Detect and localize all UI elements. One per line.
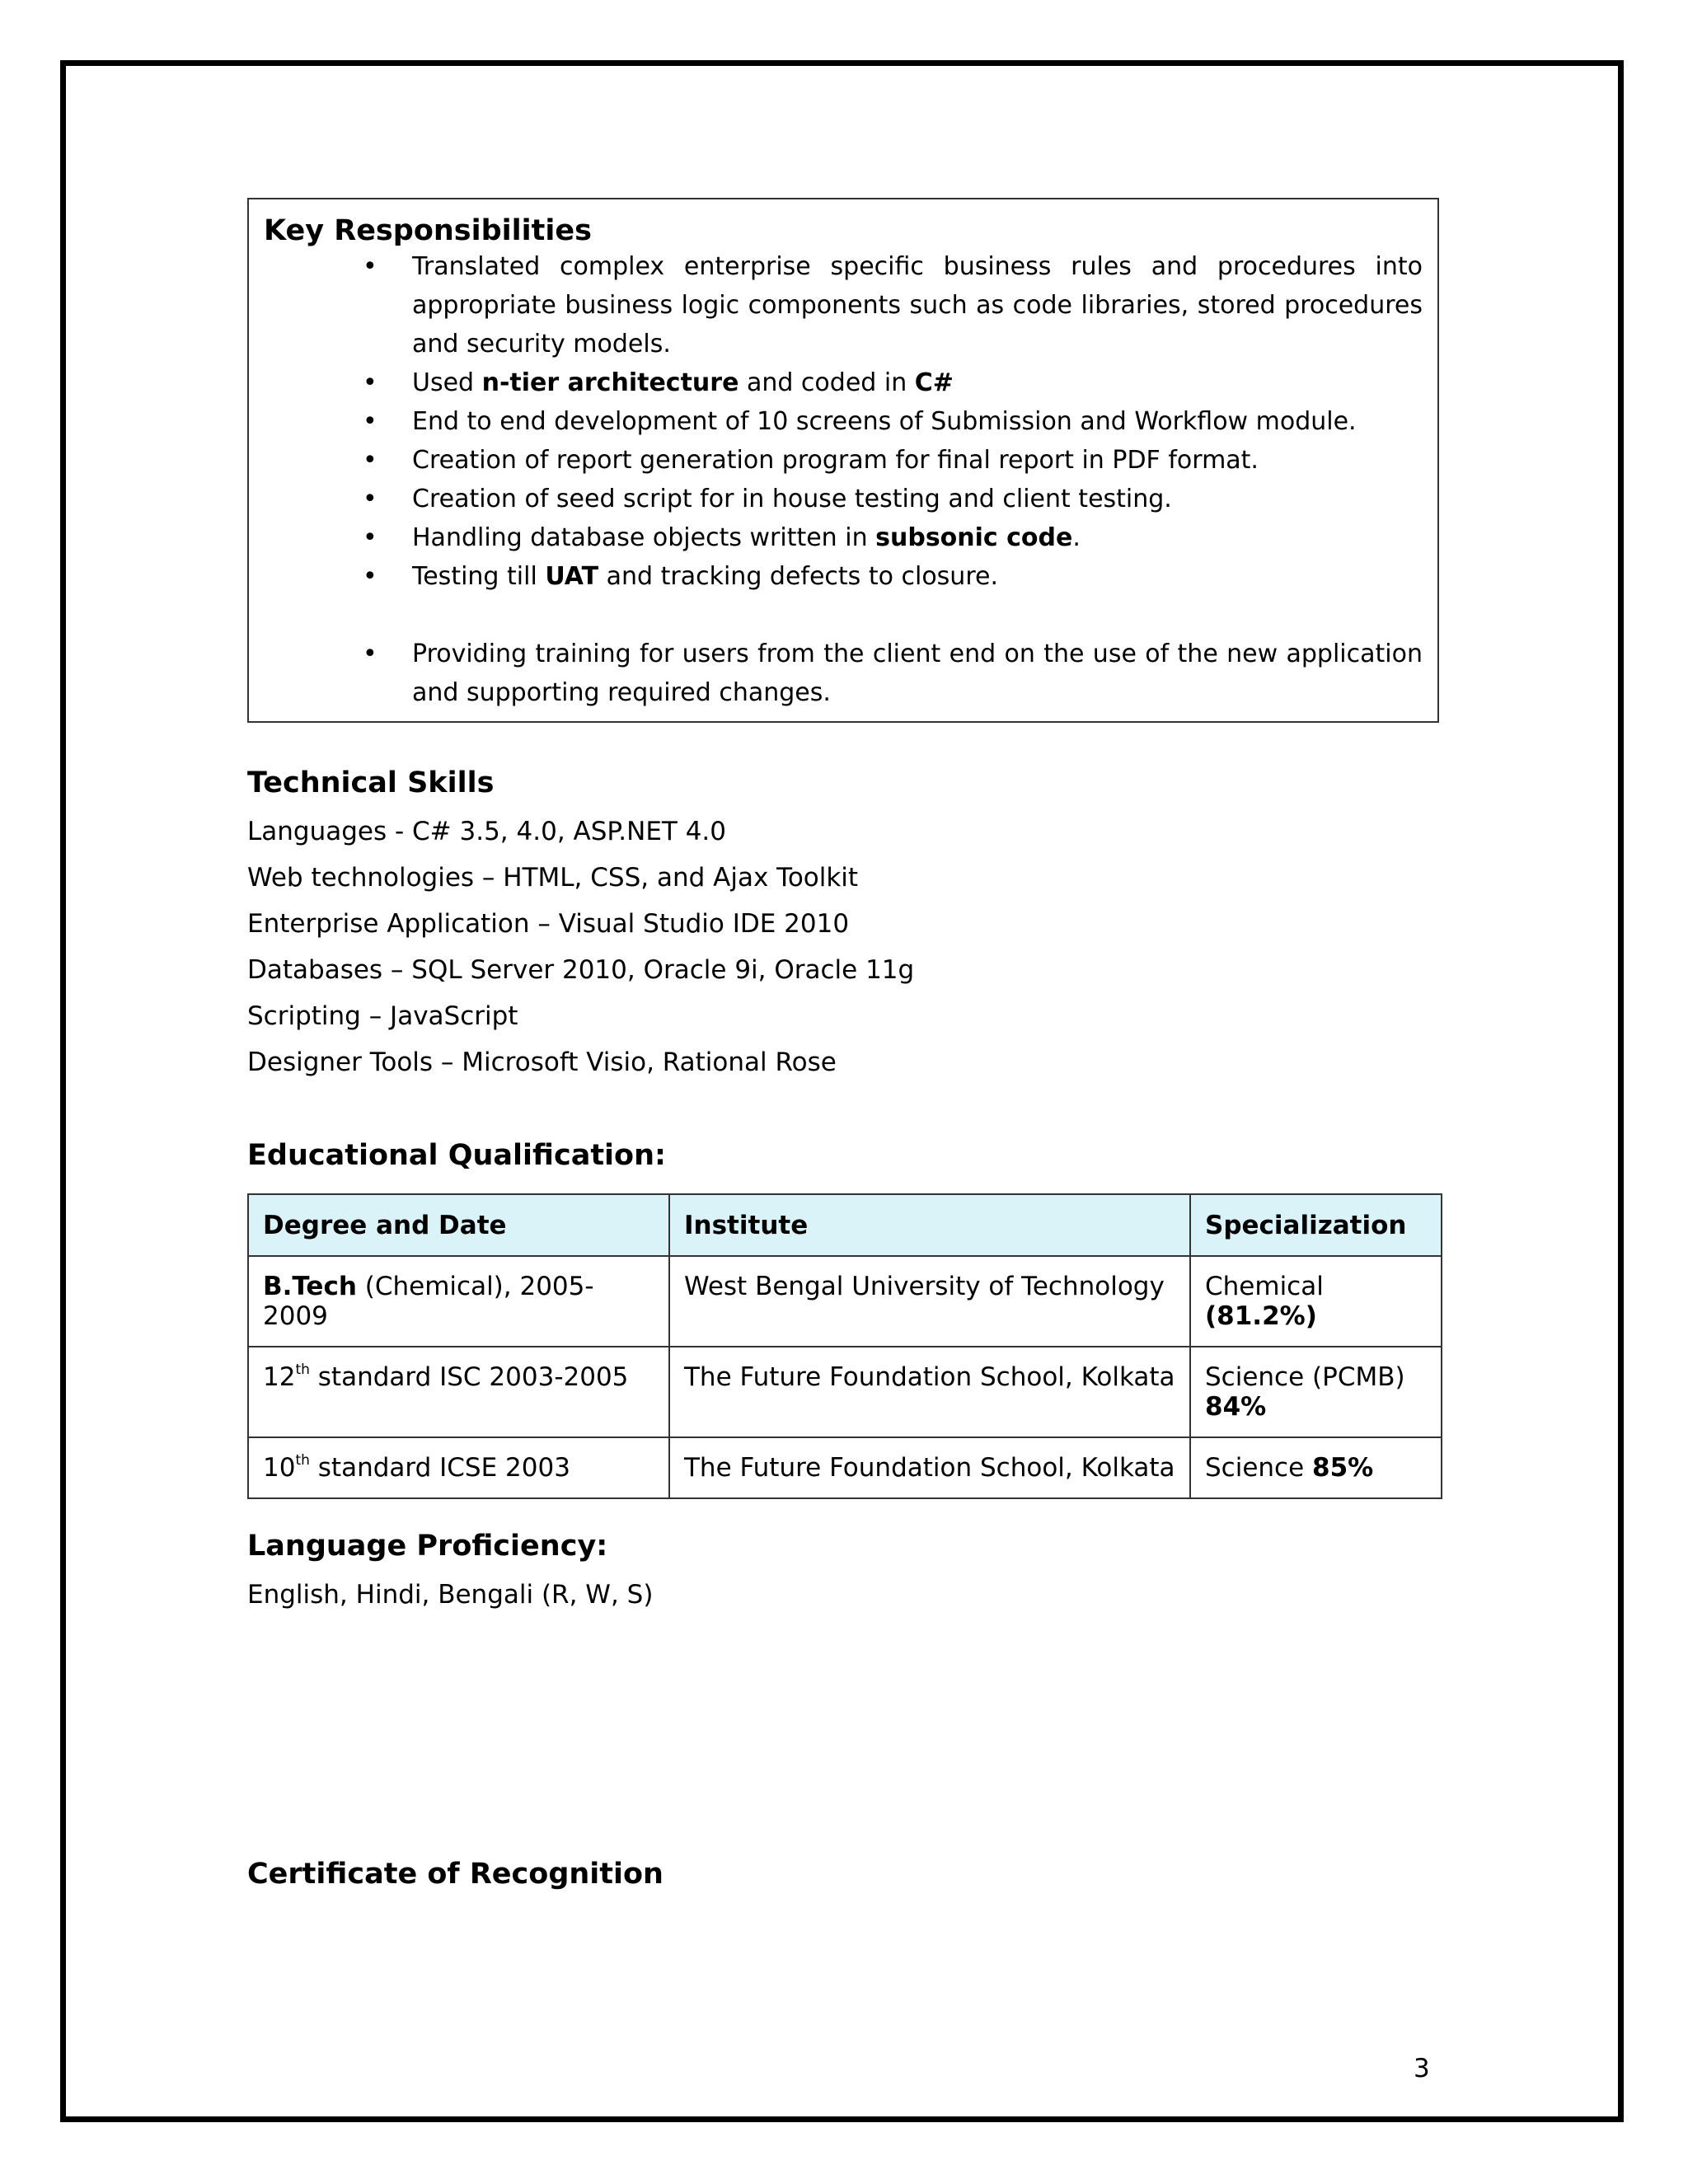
bullet-icon: • bbox=[363, 407, 377, 436]
degree-cell bbox=[248, 1347, 669, 1437]
language-heading: Language Proficiency: bbox=[247, 1530, 608, 1563]
responsibility-text: End to end development of 10 screens of Submission and Workflow module. bbox=[412, 407, 1357, 436]
specialization-cell bbox=[1190, 1437, 1442, 1498]
degree-cell bbox=[248, 1256, 669, 1347]
bullet-icon: • bbox=[363, 252, 377, 281]
skill-line: Web technologies – HTML, CSS, and Ajax Toolkit bbox=[247, 863, 859, 893]
skill-line: Languages - C# 3.5, 4.0, ASP.NET 4.0 bbox=[247, 817, 726, 846]
skill-line: Databases – SQL Server 2010, Oracle 9i, Oracle 11g bbox=[247, 955, 915, 985]
technical-skills-heading: Technical Skills bbox=[247, 766, 495, 799]
degree-ordinal: th bbox=[295, 1452, 310, 1469]
list-item bbox=[249, 635, 1437, 712]
responsibility-text: Translated complex enterprise specific business rules and procedures into appropriate business logic components such as code libraries, stored procedures and security models. bbox=[412, 252, 1423, 359]
degree-number: 10 bbox=[263, 1453, 296, 1483]
list-item bbox=[249, 247, 1437, 363]
column-header-specialization: Specialization bbox=[1190, 1194, 1442, 1256]
bullet-icon: • bbox=[363, 368, 377, 397]
bullet-icon: • bbox=[363, 485, 377, 513]
specialization-cell bbox=[1190, 1347, 1442, 1437]
responsibility-text: Providing training for users from the client end on the use of the new application and supporting required changes. bbox=[412, 640, 1423, 707]
responsibility-text: Creation of report generation program for final report in PDF format. bbox=[412, 446, 1259, 475]
table-row bbox=[248, 1256, 1442, 1347]
degree-number: 12 bbox=[263, 1362, 296, 1392]
responsibility-bold-text: C# bbox=[914, 368, 954, 397]
degree-text: standard ISC 2003-2005 bbox=[309, 1362, 629, 1392]
specialization-score: 85% bbox=[1312, 1453, 1374, 1483]
language-text: English, Hindi, Bengali (R, W, S) bbox=[247, 1580, 654, 1610]
responsibility-bold-text: UAT bbox=[545, 562, 599, 591]
list-item bbox=[249, 363, 1437, 402]
bullet-icon: • bbox=[363, 446, 377, 475]
institute-cell: West Bengal University of Technology bbox=[669, 1256, 1190, 1347]
responsibility-text: and tracking defects to closure. bbox=[598, 562, 998, 591]
page-number: 3 bbox=[1414, 2054, 1430, 2083]
skill-line: Designer Tools – Microsoft Visio, Rational Rose bbox=[247, 1047, 837, 1077]
institute-cell: The Future Foundation School, Kolkata bbox=[669, 1437, 1190, 1498]
education-heading: Educational Qualification: bbox=[247, 1139, 667, 1172]
specialization-text: Science bbox=[1205, 1453, 1313, 1483]
key-responsibilities-box bbox=[247, 198, 1439, 723]
responsibility-text: and coded in bbox=[738, 368, 915, 397]
degree-cell bbox=[248, 1437, 669, 1498]
specialization-text: Science (PCMB) bbox=[1205, 1362, 1405, 1392]
degree-bold: B.Tech bbox=[263, 1272, 357, 1301]
responsibility-text: . bbox=[1072, 523, 1081, 552]
skill-line: Enterprise Application – Visual Studio IDE 2010 bbox=[247, 909, 850, 939]
bullet-icon: • bbox=[363, 640, 377, 668]
certificate-heading: Certificate of Recognition bbox=[247, 1858, 663, 1891]
responsibility-text: Used bbox=[412, 368, 482, 397]
list-item bbox=[249, 518, 1437, 557]
responsibility-text: Creation of seed script for in house testing and client testing. bbox=[412, 485, 1172, 513]
column-header-degree: Degree and Date bbox=[248, 1194, 669, 1256]
bullet-icon: • bbox=[363, 562, 377, 591]
degree-text: (Chemical), 2005-2009 bbox=[263, 1272, 594, 1331]
degree-text: standard ICSE 2003 bbox=[309, 1453, 570, 1483]
specialization-score: 84% bbox=[1205, 1392, 1267, 1422]
responsibility-bold-text: n-tier architecture bbox=[481, 368, 739, 397]
responsibilities-list bbox=[249, 247, 1437, 712]
column-header-institute: Institute bbox=[669, 1194, 1190, 1256]
list-item bbox=[249, 480, 1437, 518]
specialization-cell bbox=[1190, 1256, 1442, 1347]
specialization-score: (81.2%) bbox=[1205, 1301, 1317, 1331]
table-row bbox=[248, 1437, 1442, 1498]
responsibility-bold-text: subsonic code bbox=[875, 523, 1073, 552]
responsibility-text: Handling database objects written in bbox=[412, 523, 876, 552]
list-item bbox=[249, 402, 1437, 441]
institute-cell: The Future Foundation School, Kolkata bbox=[669, 1347, 1190, 1437]
specialization-text: Chemical bbox=[1205, 1272, 1324, 1301]
bullet-icon: • bbox=[363, 523, 377, 552]
education-table bbox=[247, 1193, 1442, 1499]
table-row bbox=[248, 1347, 1442, 1437]
list-item bbox=[249, 557, 1437, 596]
responsibility-text: Testing till bbox=[412, 562, 546, 591]
skill-line: Scripting – JavaScript bbox=[247, 1001, 518, 1031]
degree-ordinal: th bbox=[295, 1361, 310, 1378]
key-responsibilities-heading: Key Responsibilities bbox=[264, 214, 592, 247]
table-header-row bbox=[248, 1194, 1442, 1256]
list-item bbox=[249, 441, 1437, 480]
